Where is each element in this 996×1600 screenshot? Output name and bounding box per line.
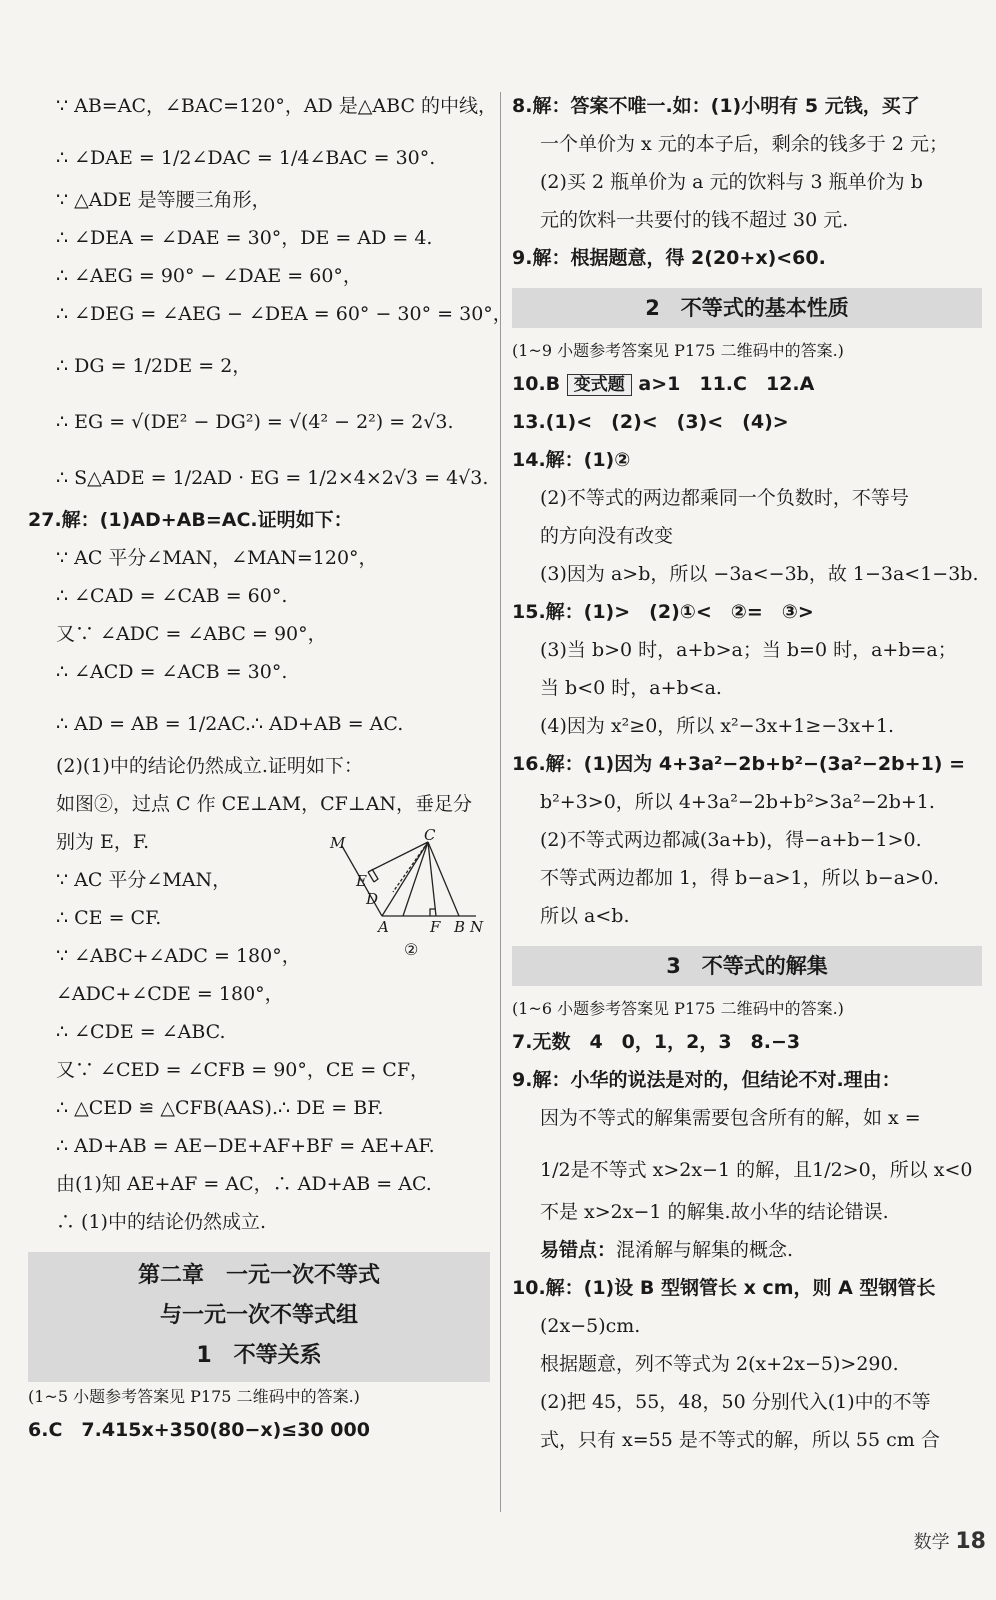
text-line: 的方向没有改变 (540, 525, 674, 547)
label-a: A (378, 918, 389, 936)
text-line: 根据题意，列不等式为 2(x+2x−5)>290. (540, 1353, 899, 1375)
text-line: (2)买 2 瓶单价为 a 元的饮料与 3 瓶单价为 b (540, 171, 923, 193)
variant-question-badge: 变式题 (567, 374, 632, 396)
text-line: 所以 a<b. (540, 905, 630, 927)
text-line: (3)因为 a>b，所以 −3a<−3b，故 1−3a<1−3b. (540, 563, 979, 585)
answer-line: 6.C 7.415x+350(80−x)≤30 000 (28, 1419, 370, 1441)
text-line: 别为 E，F. (56, 831, 150, 853)
label-c: C (424, 826, 436, 844)
question-9: 9.解：根据题意，得 2(20+x)<60. (512, 247, 826, 269)
text-line: 不是 x>2x−1 的解集.故小华的结论错误. (540, 1201, 889, 1223)
text-line: ∴ ∠CAD = ∠CAB = 60°. (56, 585, 288, 607)
chapter-subtitle: 与一元一次不等式组 (159, 1303, 358, 1328)
text-line: 由(1)知 AE+AF = AC，∴ AD+AB = AC. (56, 1173, 432, 1195)
label-b: B (454, 918, 466, 936)
text-line: 如图②，过点 C 作 CE⊥AM，CF⊥AN，垂足分 (56, 793, 473, 815)
text-line: 1/2是不等式 x>2x−1 的解，且1/2>0，所以 x<0 (540, 1159, 973, 1181)
right-column (512, 92, 982, 1464)
text-line: ∴ ∠DEA = ∠DAE = 30°，DE = AD = 4. (56, 227, 433, 249)
text-line: ∴ ∠CDE = ∠ABC. (56, 1021, 226, 1043)
text-line: ∠ADC+∠CDE = 180°， (56, 983, 284, 1005)
page-number: 18 (955, 1529, 986, 1554)
text-line: ∵ AC 平分∠MAN，∠MAN=120°， (56, 547, 378, 569)
section-title: 1 不等关系 (196, 1343, 322, 1368)
text-line: ∴ AD+AB = AE−DE+AF+BF = AE+AF. (56, 1135, 435, 1157)
question-27: 27.解：(1)AD+AB=AC.证明如下： (28, 509, 353, 531)
chapter-title: 第二章 一元一次不等式 (137, 1263, 380, 1288)
text-line: 元的饮料一共要付的钱不超过 30 元. (540, 209, 849, 231)
text-line: ∵ ∠ABC+∠ADC = 180°， (56, 945, 301, 967)
answer-note: (1~6 小题参考答案见 P175 二维码中的答案.) (512, 999, 844, 1018)
text-line: 一个单价为 x 元的本子后，剩余的钱多于 2 元； (540, 133, 948, 155)
mistake-point (512, 1236, 982, 1274)
text-line: ∴ CE = CF. (56, 907, 162, 929)
text-line: ∴ ∠DAE = 1/2∠DAC = 1/4∠BAC = 30°. (56, 147, 436, 169)
answer-note: (1~5 小题参考答案见 P175 二维码中的答案.) (28, 1387, 360, 1406)
figure-caption: ② (404, 940, 419, 959)
answer-10-11-12: a>1 11.C 12.A (638, 373, 815, 395)
answer-line: 7.无数 4 0，1，2，3 8.−3 (512, 1031, 801, 1053)
text-line: 式，只有 x=55 是不等式的解，所以 55 cm 合 (540, 1429, 940, 1451)
label-n: N (470, 918, 484, 936)
question-15: 15.解：(1)> (2)①< ②= ③> (512, 601, 814, 623)
text-line: 又∵ ∠ADC = ∠ABC = 90°， (56, 623, 327, 645)
section-header: 2 不等式的基本性质 (512, 288, 982, 328)
question-13: 13.(1)< (2)< (3)< (4)> (512, 411, 789, 433)
question-9b: 9.解：小华的说法是对的，但结论不对.理由： (512, 1069, 901, 1091)
text-line: ∴ S△ADE = 1/2AD · EG = 1/2×4×2√3 = 4√3. (56, 467, 489, 489)
text-line: 又∵ ∠CED = ∠CFB = 90°，CE = CF， (56, 1059, 430, 1081)
answer-10: 10.B (512, 373, 561, 395)
footer-subject: 数学 (913, 1532, 950, 1553)
answer-line-10 (512, 370, 982, 408)
text-line: (3)当 b>0 时，a+b>a；当 b=0 时，a+b=a； (540, 639, 957, 661)
text-line: 不等式两边都加 1，得 b−a>1，所以 b−a>0. (540, 867, 940, 889)
question-14: 14.解：(1)② (512, 449, 631, 471)
text-line: (2)(1)中的结论仍然成立.证明如下： (56, 755, 363, 777)
chapter-header (28, 1252, 490, 1382)
mistake-label: 易错点： (540, 1239, 617, 1261)
geometry-figure (300, 826, 484, 982)
question-16: 16.解：(1)因为 4+3a²−2b+b²−(3a²−2b+1) = (512, 753, 966, 775)
left-column (28, 92, 512, 1454)
text-line: ∴ ∠ACD = ∠ACB = 30°. (56, 661, 288, 683)
text-line: 因为不等式的解集需要包含所有的解，如 x = (540, 1107, 921, 1129)
label-e: E (356, 872, 367, 890)
text-line: ∵ △ADE 是等腰三角形， (56, 189, 271, 211)
answer-note: (1~9 小题参考答案见 P175 二维码中的答案.) (512, 341, 844, 360)
text-line: ∴ EG = √(DE² − DG²) = √(4² − 2²) = 2√3. (56, 411, 454, 433)
label-d: D (366, 890, 379, 908)
text-line: ∴ DG = 1/2DE = 2， (56, 355, 252, 377)
text-line: (4)因为 x²≥0，所以 x²−3x+1≥−3x+1. (540, 715, 895, 737)
mistake-text: 混淆解与解集的概念. (616, 1239, 794, 1261)
text-line: ∴ AD = AB = 1/2AC.∴ AD+AB = AC. (56, 713, 404, 735)
text-line: (2)把 45，55，48，50 分别代入(1)中的不等 (540, 1391, 931, 1413)
label-f: F (430, 918, 441, 936)
text-line: ∴ ∠AEG = 90° − ∠DAE = 60°， (56, 265, 362, 287)
question-10b: 10.解：(1)设 B 型钢管长 x cm，则 A 型钢管长 (512, 1277, 936, 1299)
text-line: 当 b<0 时，a+b<a. (540, 677, 722, 699)
text-line: ∴ (1)中的结论仍然成立. (56, 1211, 266, 1233)
text-line: ∴ ∠DEG = ∠AEG − ∠DEA = 60° − 30° = 30°， (56, 303, 512, 325)
question-8: 8.解：答案不唯一.如：(1)小明有 5 元钱，买了 (512, 95, 920, 117)
text-line: (2x−5)cm. (540, 1315, 641, 1337)
text-line: (2)不等式两边都减(3a+b)，得−a+b−1>0. (540, 829, 922, 851)
text-line: ∴ △CED ≌ △CFB(AAS).∴ DE = BF. (56, 1097, 384, 1119)
page-footer (914, 1528, 986, 1554)
section-header: 3 不等式的解集 (512, 946, 982, 986)
text-line: (2)不等式的两边都乘同一个负数时，不等号 (540, 487, 909, 509)
text-line: ∵ AC 平分∠MAN， (56, 869, 232, 891)
label-m: M (330, 834, 346, 852)
text-line: b²+3>0，所以 4+3a²−2b+b²>3a²−2b+1. (540, 791, 935, 813)
text-line: ∵ AB=AC，∠BAC=120°，AD 是△ABC 的中线， (56, 95, 498, 117)
